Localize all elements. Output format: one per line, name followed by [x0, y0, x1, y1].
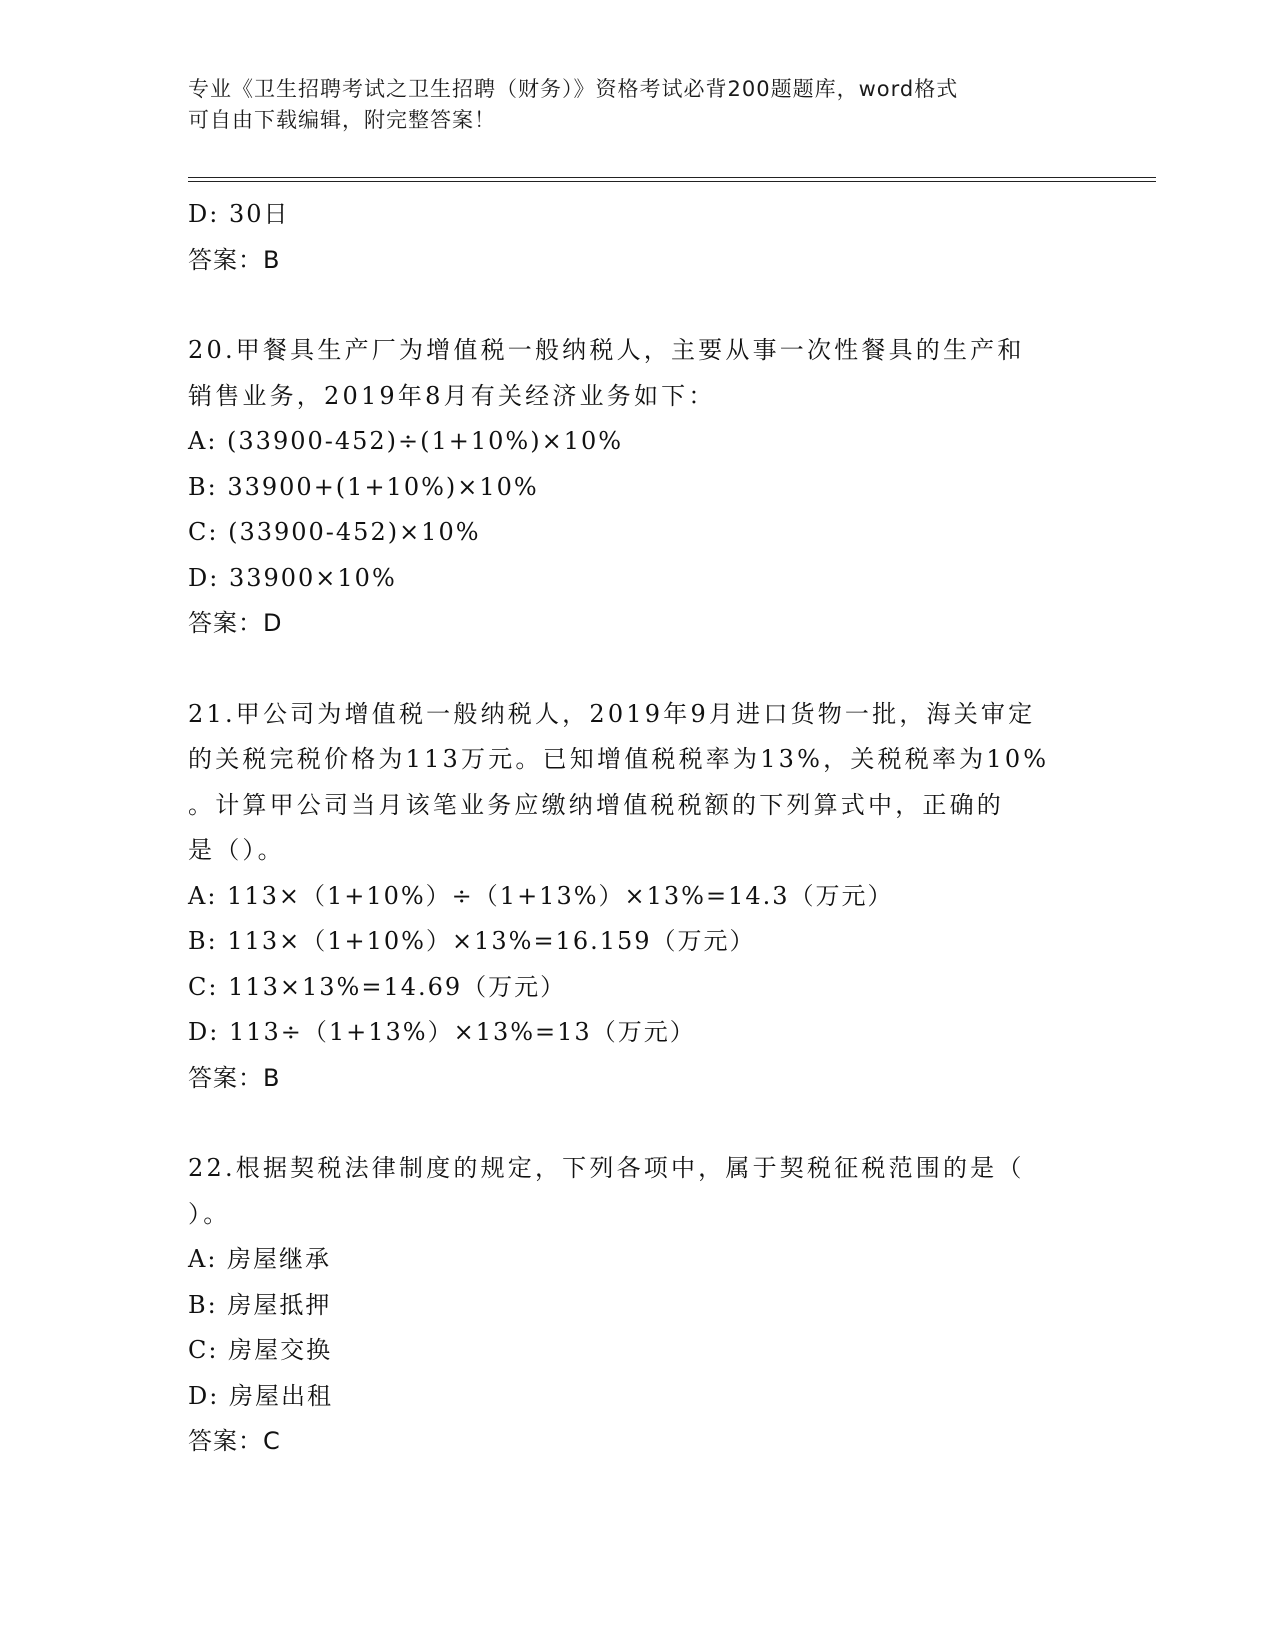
option-a: A: 113×（1+10%）÷（1+13%）×13%=14.3（万元）	[188, 881, 894, 910]
option-b: B: 房屋抵押	[188, 1290, 332, 1319]
option-a: A: (33900-452)÷(1+10%)×10%	[188, 427, 624, 455]
answer-line: 答案：B	[188, 245, 281, 274]
page-header	[188, 74, 1088, 136]
question-stem-line: 的关税完税价格为113万元。已知增值税税率为13%，关税税率为10%	[188, 745, 1050, 773]
option-c: C: (33900-452)×10%	[188, 518, 481, 546]
header-double-rule	[188, 177, 1156, 182]
answer-line: 答案：D	[188, 609, 283, 637]
spacer	[188, 1101, 1088, 1146]
question-stem-line: 22.根据契税法律制度的规定，下列各项中，属于契税征税范围的是（	[188, 1154, 1025, 1182]
previous-question-tail	[188, 192, 1088, 283]
option-d: D: 33900×10%	[188, 563, 397, 592]
option-a: A: 房屋继承	[188, 1245, 332, 1273]
question-21	[188, 692, 1088, 1102]
spacer	[188, 647, 1088, 692]
document-body	[188, 192, 1088, 1465]
option-d: D: 113÷（1+13%）×13%=13（万元）	[188, 1018, 696, 1046]
answer-line: 答案：C	[188, 1427, 281, 1455]
answer-line: 答案：B	[188, 1063, 281, 1092]
question-20	[188, 328, 1088, 647]
option-b: B: 33900+(1+10%)×10%	[188, 472, 539, 501]
spacer	[188, 283, 1088, 328]
option-c: C: 房屋交换	[188, 1336, 333, 1364]
question-stem-line: ）。	[188, 1199, 231, 1228]
question-stem-line: 是（）。	[188, 836, 285, 864]
option-b: B: 113×（1+10%）×13%=16.159（万元）	[188, 927, 756, 955]
option-d: D: 30日	[188, 200, 290, 228]
question-22	[188, 1146, 1088, 1465]
header-line-1: 专业《卫生招聘考试之卫生招聘（财务）》资格考试必背200题题库，word格式	[188, 77, 959, 101]
question-stem-line: 销售业务，2019年8月有关经济业务如下：	[188, 381, 716, 410]
question-stem-line: 。计算甲公司当月该笔业务应缴纳增值税税额的下列算式中，正确的	[188, 790, 1004, 819]
header-line-2: 可自由下载编辑，附完整答案！	[188, 108, 496, 132]
option-c: C: 113×13%=14.69（万元）	[188, 972, 567, 1001]
option-d: D: 房屋出租	[188, 1381, 333, 1410]
question-stem-line: 20.甲餐具生产厂为增值税一般纳税人，主要从事一次性餐具的生产和	[188, 336, 1025, 364]
question-stem-line: 21.甲公司为增值税一般纳税人，2019年9月进口货物一批，海关审定	[188, 699, 1036, 728]
